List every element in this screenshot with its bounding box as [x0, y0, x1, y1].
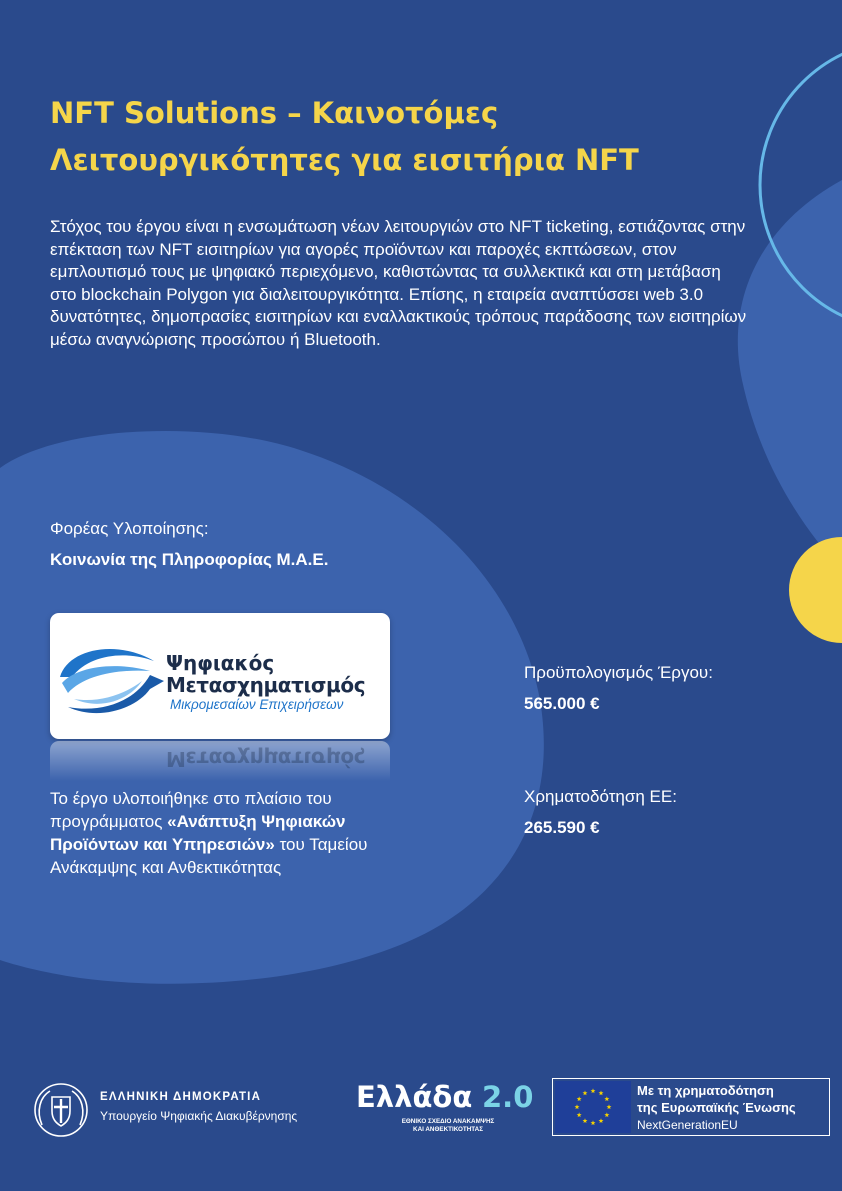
- ellada-subtitle: [370, 1118, 526, 1133]
- logo-text-line1: Ψηφιακός: [166, 651, 275, 675]
- swoosh-logo-icon: [54, 637, 166, 723]
- budget-label: Προϋπολογισμός Έργου:: [524, 663, 713, 682]
- eu-flag-icon: [555, 1081, 631, 1133]
- gov-name: ΕΛΛΗΝΙΚΗ ΔΗΜΟΚΡΑΤΙΑ: [100, 1091, 262, 1103]
- program-text-suffix: του Ταμείου Ανάκαμψης και Ανθεκτικότητας: [50, 835, 368, 877]
- logo-reflection: [50, 741, 390, 781]
- program-name: «Ανάπτυξη Ψηφιακών Προϊόντων και Υπηρεσιών»: [50, 812, 346, 854]
- eu-text-line2: της Ευρωπαϊκής Ένωσης: [637, 1100, 796, 1115]
- ellada-subtitle-line1: ΕΘΝΙΚΟ ΣΧΕΔΙΟ ΑΝΑΚΑΜΨΗΣ: [401, 1118, 495, 1125]
- implementer-label: Φορέας Υλοποίησης:: [50, 519, 209, 538]
- eu-funding-value: 265.590 €: [524, 818, 600, 837]
- logo-text-line3: Μικρομεσαίων Επιχειρήσεων: [170, 697, 344, 712]
- program-logo: [50, 613, 390, 739]
- program-paragraph: [50, 787, 420, 879]
- logo-reflection-text: Μετασχηματισμός: [166, 747, 366, 771]
- document-title: NFT Solutions – Καινοτόμες Λειτουργικότητες για εισιτήρια NFT: [50, 96, 639, 177]
- gov-ministry: Υπουργείο Ψηφιακής Διακυβέρνησης: [100, 1109, 298, 1123]
- ellada-word: Ελλάδα: [356, 1080, 473, 1114]
- eu-text-line1: Με τη χρηματοδότηση: [637, 1083, 774, 1098]
- logo-text-line2: Μετασχηματισμός: [166, 673, 366, 697]
- yellow-dot-shape: [789, 537, 842, 643]
- intro-paragraph: Στόχος του έργου είναι η ενσωμάτωση νέων λειτουργιών στο NFT ticketing, εστιάζοντας στην επέκταση των NFT εισιτηρίων για αγορές προϊόντων και παροχές εκπτώσεων, στον εμπλουτισμό τους με ψηφιακό περιεχόμενο, καθιστώντας τα συλλεκτικά και στη μετάβαση στο blockchain Polygon για διαλειτουργικότητα. Επίσης, η εταιρεία αναπτύσσει web 3.0 δυνατότητες, δημοπρασίες εισιτηρίων και εναλλακτικούς τρόπους παράδοσης των εισιτηρίων μέσω αναγνώρισης προσώπου ή Bluetooth.: [50, 217, 747, 349]
- eu-funding-label: Χρηματοδότηση ΕΕ:: [524, 787, 677, 806]
- implementer-name: Κοινωνία της Πληροφορίας Μ.Α.Ε.: [50, 550, 329, 569]
- budget-value: 565.000 €: [524, 694, 600, 713]
- ellada-subtitle-line2: ΚΑΙ ΑΝΘΕΚΤΙΚΟΤΗΤΑΣ: [413, 1125, 483, 1133]
- eu-text-line3: NextGenerationEU: [637, 1118, 738, 1132]
- right-blob-shape: [738, 180, 842, 570]
- ellada-version: 2.0: [482, 1080, 534, 1114]
- eu-funding-logo: [552, 1078, 830, 1136]
- program-text-prefix: Το έργο υλοποιήθηκε στο πλαίσιο του προγράμματος: [50, 789, 332, 831]
- greek-emblem-icon: [32, 1081, 90, 1139]
